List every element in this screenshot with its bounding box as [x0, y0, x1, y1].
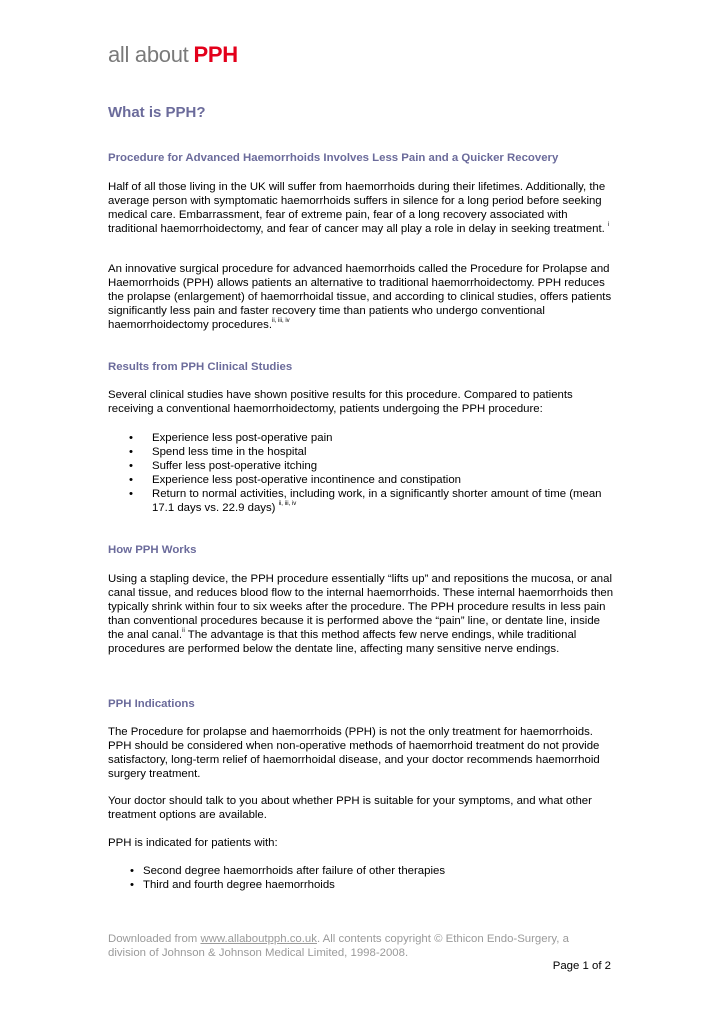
list-item — [108, 459, 618, 473]
list-item-text: Second degree haemorrhoids after failure of other therapies — [143, 865, 446, 877]
bullet-icon: • — [130, 879, 134, 892]
paragraph-how-it-works — [108, 572, 618, 657]
list-item-text: Experience less post-operative pain — [152, 432, 333, 444]
footer-suffix: . All contents copyright © Ethicon Endo-Surgery, a division of Johnson & Johnson Medical Limited, 1998-2008. — [108, 933, 569, 960]
bullet-icon: • — [130, 865, 134, 877]
paragraph-innovative — [108, 262, 618, 332]
list-item-text: Spend less time in the hospital — [152, 446, 307, 459]
list-item — [108, 878, 618, 892]
footnote-ref: ii, iii, iv — [278, 501, 297, 508]
page-number: Page 1 of 2 — [552, 960, 611, 972]
list-item-text: Third and fourth degree haemorrhoids — [143, 879, 335, 892]
bullet-icon: • — [129, 460, 133, 473]
footnote-ref: i — [607, 222, 610, 229]
logo-text-brand: PPH — [193, 42, 238, 67]
paragraph-indications: The Procedure for prolapse and haemorrhoids (PPH) is not the only treatment for haemorrhoids. PPH should be considered when non-operative methods of haemorrhoid treatment do not provide satisfactory, long-term relief of haemorrhoidal disease, and your doctor recommends haemorrhoid surgery treatment. — [108, 726, 600, 781]
paragraph-indicated-for: PPH is indicated for patients with: — [108, 837, 278, 849]
section-heading-indications: PPH Indications — [108, 698, 195, 710]
footnote-ref: ii, iii, iv — [271, 318, 290, 325]
list-item-text: Return to normal activities, including work, in a significantly shorter amount of time (mean 17.1 days vs. 22.9 days) — [152, 488, 602, 515]
list-item-text: Experience less post-operative incontinence and constipation — [152, 474, 462, 487]
results-list — [108, 431, 618, 516]
bullet-icon: • — [129, 432, 133, 444]
logo — [108, 42, 238, 68]
list-item — [108, 431, 618, 445]
paragraph-results-intro: Several clinical studies have shown positive results for this procedure. Compared to patients receiving a conventional haemorrhoidectomy, patients undergoing the PPH procedure: — [108, 389, 573, 416]
paragraph-how-it-works-text-cont: The advantage is that this method affects few nerve endings, while traditional procedures are performed below the dentate line, affecting many sensitive nerve endings. — [108, 629, 577, 656]
section-heading-procedure: Procedure for Advanced Haemorrhoids Involves Less Pain and a Quicker Recovery — [108, 152, 559, 164]
list-item — [108, 473, 618, 487]
paragraph-how-it-works-text: Using a stapling device, the PPH procedure essentially “lifts up” and repositions the mucosa, or anal canal tissue, and reduces blood flow to the internal haemorrhoids. These internal haemorrhoids then typically shrink within four to six weeks after the procedure. The PPH procedure results in less pain than conventional procedures because it is performed above the “pain” line, or dentate line, inside the anal canal. — [108, 573, 614, 642]
list-item-text: Suffer less post-operative itching — [152, 460, 318, 473]
bullet-icon: • — [129, 488, 133, 501]
page-title: What is PPH? — [108, 104, 206, 121]
footer-prefix: Downloaded from — [108, 933, 201, 945]
footer-copyright — [108, 932, 608, 960]
indications-list — [108, 864, 618, 892]
section-heading-results: Results from PPH Clinical Studies — [108, 361, 293, 373]
bullet-icon: • — [129, 446, 133, 459]
paragraph-intro — [108, 180, 618, 236]
paragraph-innovative-text: An innovative surgical procedure for advanced haemorrhoids called the Procedure for Prolapse and Haemorrhoids (PPH) allows patients an alternative to traditional haemorrhoidectomy. PPH reduces the prolapse (enlargement) of haemorrhoidal tissue, and according to clinical studies, offers patients significantly less pain and faster recovery time than patients who undergo conventional haemorrhoidectomy procedures. — [108, 263, 612, 332]
footnote-ref: ii — [182, 628, 185, 635]
list-item — [108, 864, 618, 878]
paragraph-doctor-advice: Your doctor should talk to you about whether PPH is suitable for your symptoms, and what other treatment options are available. — [108, 795, 592, 822]
bullet-icon: • — [129, 474, 133, 487]
list-item — [108, 487, 618, 515]
paragraph-intro-text: Half of all those living in the UK will suffer from haemorrhoids during their lifetimes. Additionally, the average person with symptomatic haemorrhoids suffers in silence for a long period before seeking medical care. Embarrassment, fear of extreme pain, fear of a long recovery associated with traditional haemorrhoidectomy, and fear of cancer may all play a role in delay in seeking treatment. — [108, 181, 606, 236]
footer-link[interactable]: www.allaboutpph.co.uk — [200, 933, 317, 945]
logo-text-light: all about — [108, 42, 189, 67]
list-item — [108, 445, 618, 459]
section-heading-how-it-works: How PPH Works — [108, 544, 197, 556]
